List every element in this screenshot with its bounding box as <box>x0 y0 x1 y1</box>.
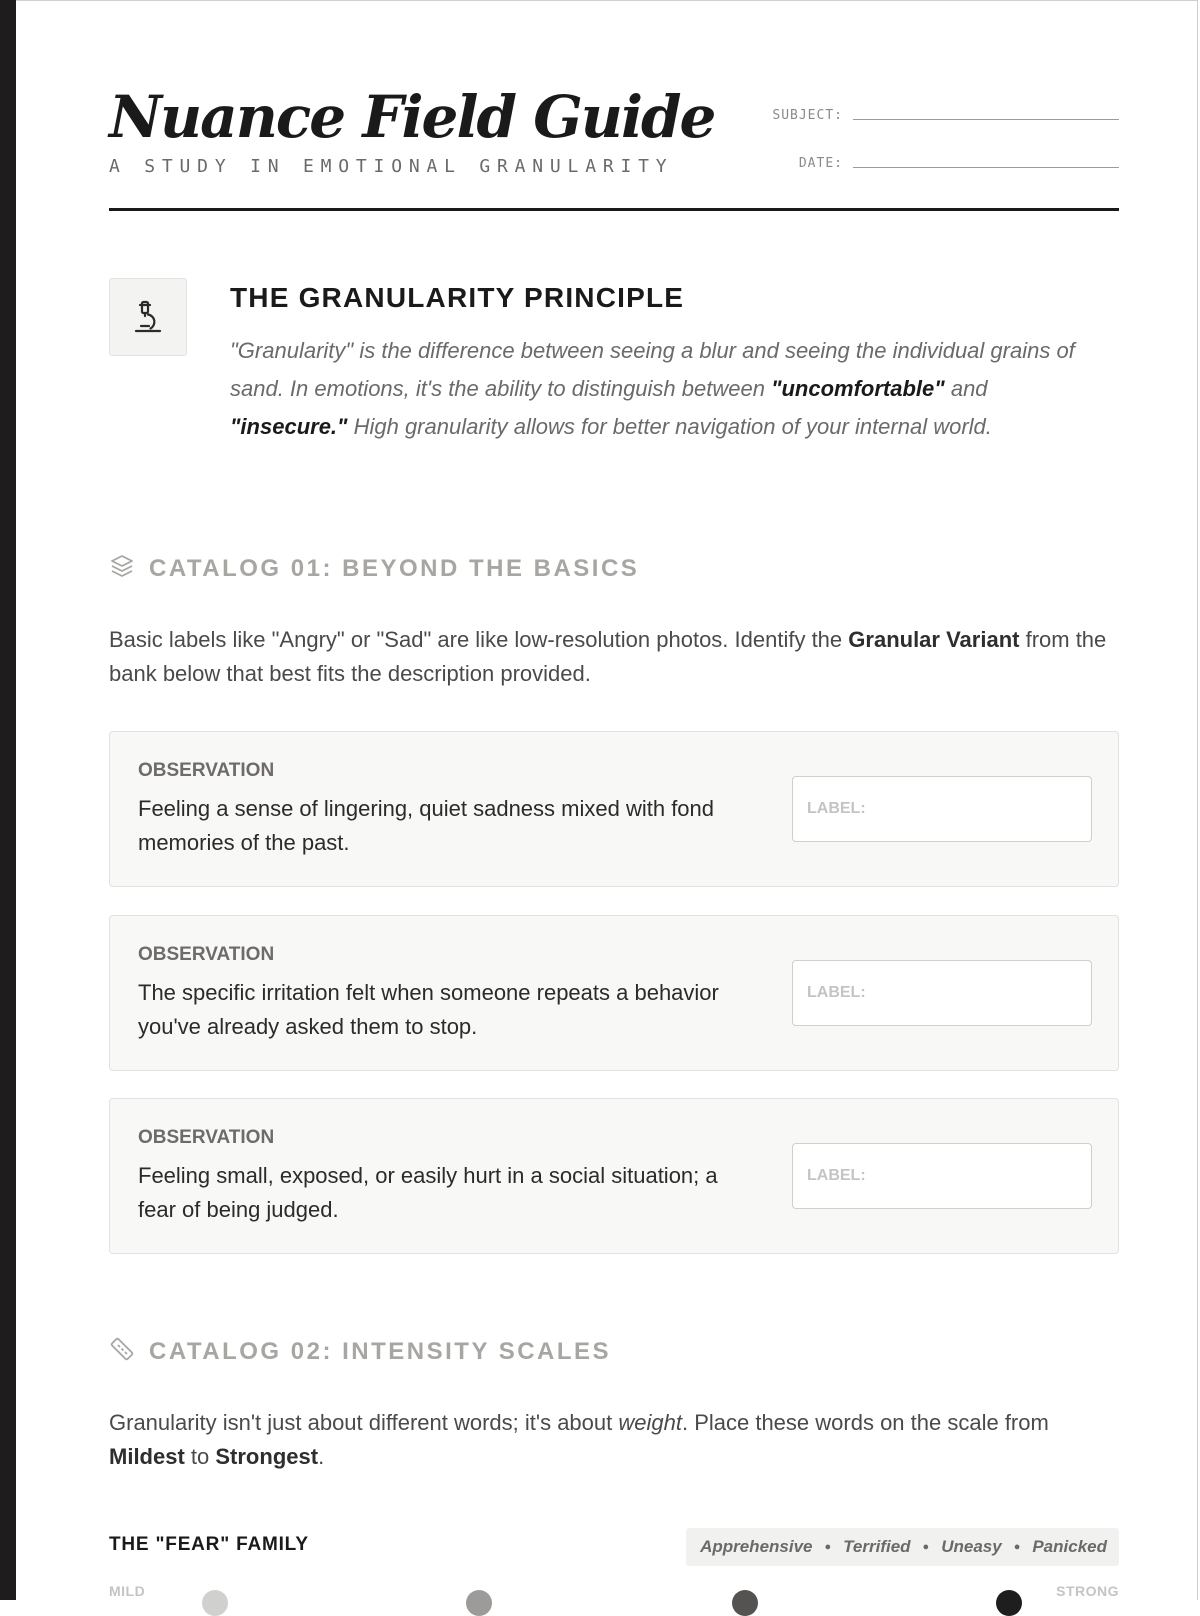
ruler-icon <box>109 1336 135 1367</box>
observation-card-3 <box>109 1098 1119 1254</box>
page-subtitle: A STUDY IN EMOTIONAL GRANULARITY <box>109 156 674 177</box>
bullet-separator: ● <box>1013 1541 1021 1553</box>
microscope-icon <box>109 278 187 356</box>
scale-slot-3[interactable] <box>732 1590 758 1616</box>
subject-row <box>772 108 1119 123</box>
label-input-3[interactable] <box>792 1143 1092 1209</box>
principle-text: "Granularity" is the difference between seeing a blur and seeing the individual grains of sand. In emotions, it's the ability to distinguish between "uncomfortable" and "insecure." High granularity allows for better navigation of your internal world. <box>230 338 1075 439</box>
observation-label: OBSERVATION <box>138 944 275 965</box>
scale-min-label: MILD <box>109 1583 146 1599</box>
header-divider <box>109 208 1119 211</box>
catalog-01-intro: Basic labels like "Angry" or "Sad" are like low-resolution photos. Identify the Granular Variant from the bank below that best fits the description provided. <box>109 627 1107 686</box>
observation-text: Feeling a sense of lingering, quiet sadness mixed with fond memories of the past. <box>138 796 715 855</box>
catalog-02-heading <box>109 1336 611 1367</box>
bullet-separator: ● <box>922 1541 930 1553</box>
layers-icon <box>109 553 135 584</box>
catalog-02-title: CATALOG 02: INTENSITY SCALES <box>149 1337 612 1365</box>
word-bank <box>686 1528 1119 1566</box>
fear-family-title: THE "FEAR" FAMILY <box>109 1534 309 1555</box>
page-title: Nuance Field Guide <box>109 83 715 151</box>
label-input-1[interactable] <box>792 776 1092 842</box>
word-chip[interactable]: Panicked <box>1032 1537 1107 1556</box>
word-chip[interactable]: Apprehensive <box>700 1537 813 1556</box>
scale-slot-1[interactable] <box>202 1590 228 1616</box>
scale-slot-2[interactable] <box>466 1590 492 1616</box>
word-chip[interactable]: Uneasy <box>941 1537 1002 1556</box>
observation-card-1 <box>109 731 1119 887</box>
scale-slot-4[interactable] <box>996 1590 1022 1616</box>
observation-label: OBSERVATION <box>138 760 275 781</box>
observation-text: Feeling small, exposed, or easily hurt in a social situation; a fear of being judged. <box>138 1163 718 1222</box>
principle-title: THE GRANULARITY PRINCIPLE <box>230 282 685 313</box>
catalog-01-title: CATALOG 01: BEYOND THE BASICS <box>149 554 640 582</box>
observation-label: OBSERVATION <box>138 1127 275 1148</box>
date-row <box>799 156 1119 171</box>
term-insecure: "insecure." <box>230 414 348 439</box>
term-uncomfortable: "uncomfortable" <box>771 376 945 401</box>
date-label: DATE: <box>798 156 843 171</box>
catalog-02-intro: Granularity isn't just about different words; it's about weight. Place these words on the scale from Mildest to Strongest. <box>109 1410 1049 1469</box>
word-chip[interactable]: Terrified <box>843 1537 911 1556</box>
date-field[interactable] <box>853 166 1119 168</box>
label-input-2[interactable] <box>792 960 1092 1026</box>
subject-label: SUBJECT: <box>772 108 843 123</box>
observation-text: The specific irritation felt when someone repeats a behavior you've already asked them to stop. <box>138 980 719 1039</box>
bullet-separator: ● <box>824 1541 832 1553</box>
catalog-01-heading <box>109 553 639 584</box>
scale-max-label: STRONG <box>1056 1583 1119 1599</box>
observation-card-2 <box>109 915 1119 1071</box>
subject-field[interactable] <box>853 118 1119 120</box>
binder-spine <box>0 0 16 1600</box>
